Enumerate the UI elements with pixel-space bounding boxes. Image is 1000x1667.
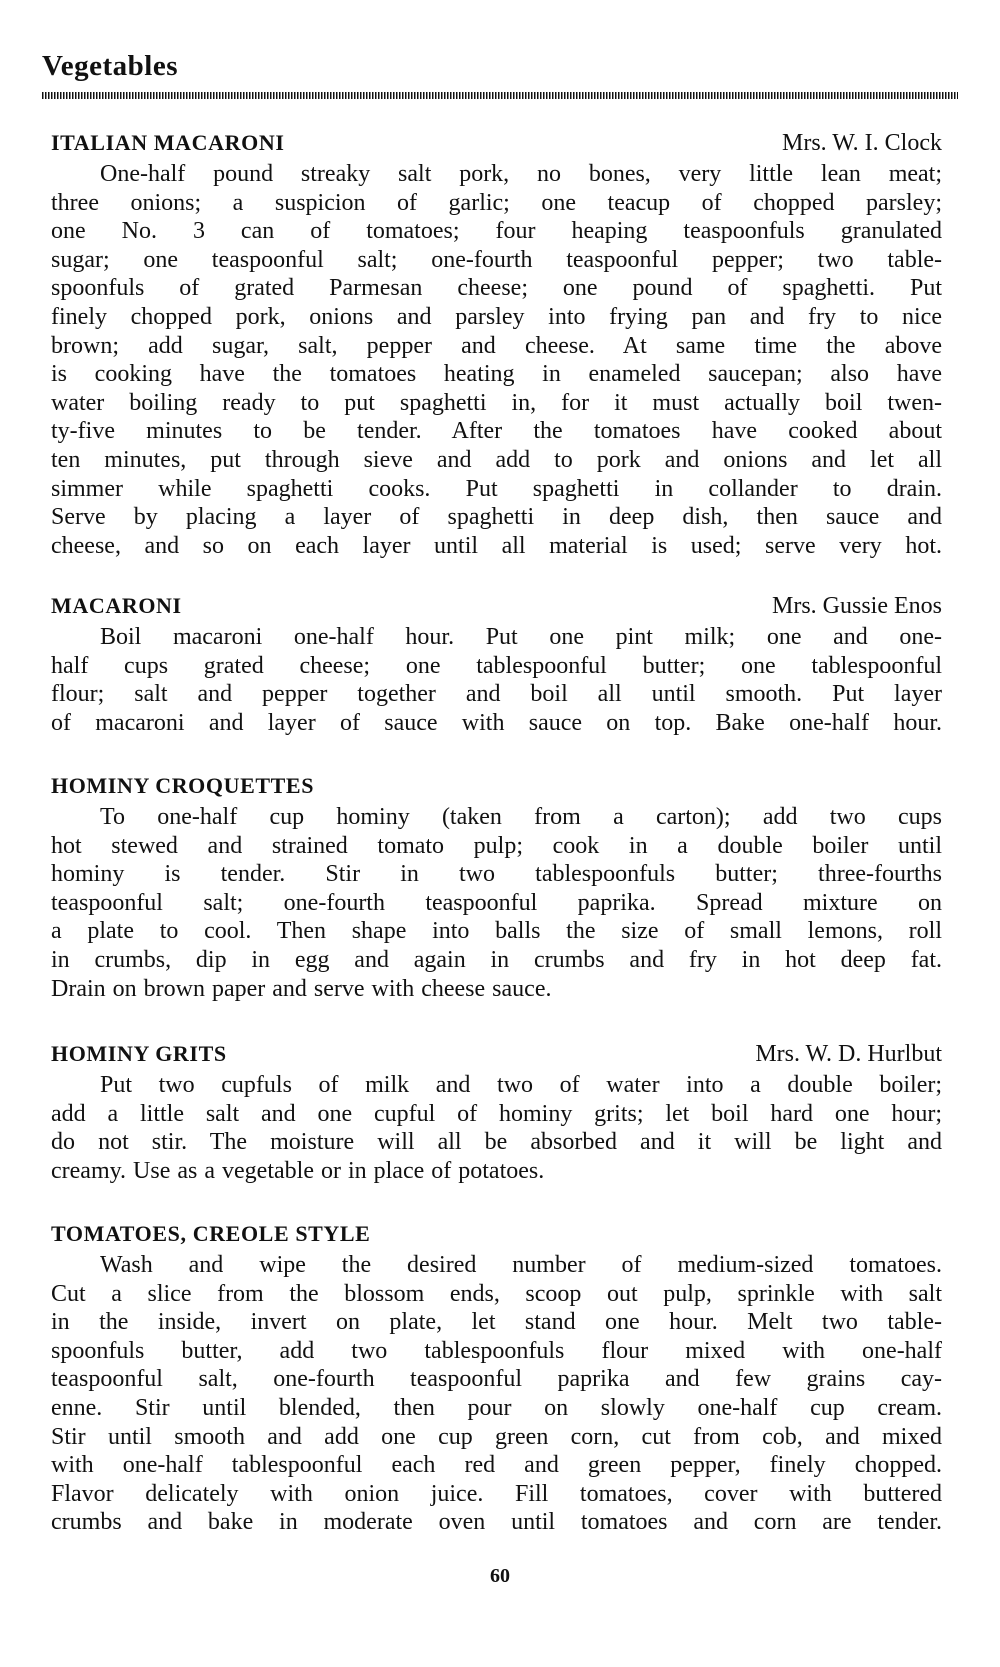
recipe-text-line: Boil macaroni one-half hour. Put one pint milk; one and one-: [100, 624, 942, 650]
recipe-text-line: of macaroni and layer of sauce with sauce on top. Bake one-half hour.: [51, 709, 942, 736]
recipe-text-line: in the inside, invert on plate, let stand one hour. Melt two table-: [51, 1309, 942, 1336]
recipe-name: ITALIAN MACARONI: [51, 130, 285, 155]
recipe-header: [51, 773, 942, 803]
recipe-text-line: spoonfuls of grated Parmesan cheese; one pound of spaghetti. Put: [51, 275, 942, 302]
recipe-text-line: Cut a slice from the blossom ends, scoop out pulp, sprinkle with salt: [51, 1280, 942, 1307]
recipe-author: Mrs. Gussie Enos: [771, 593, 942, 619]
recipe-text-line: flour; salt and pepper together and boil all until smooth. Put layer: [51, 681, 942, 708]
recipe-name: HOMINY CROQUETTES: [51, 773, 315, 798]
recipe-text-line: hot stewed and strained tomato pulp; cook in a double boiler until: [51, 832, 942, 859]
recipe-text-line: teaspoonful salt, one-fourth teaspoonful paprika and few grains cay-: [51, 1366, 942, 1393]
recipe-text-line: One-half pound streaky salt pork, no bones, very little lean meat;: [100, 161, 942, 187]
page-title: Vegetables: [42, 50, 179, 82]
recipe-text-line: is cooking have the tomatoes heating in enameled saucepan; also have: [51, 361, 942, 388]
recipe-text-line: Serve by placing a layer of spaghetti in deep dish, then sauce and: [51, 504, 942, 531]
recipe-hominy-grits: [51, 1041, 942, 1185]
recipe-header: [51, 1041, 942, 1071]
recipe-macaroni: [51, 593, 942, 737]
recipe-text-line: Drain on brown paper and serve with cheese sauce.: [51, 975, 552, 1002]
recipe-name: HOMINY GRITS: [51, 1041, 227, 1066]
recipe-author: Mrs. W. I. Clock: [781, 130, 942, 156]
recipe-text-line: Wash and wipe the desired number of medium-sized tomatoes.: [100, 1252, 942, 1278]
recipe-tomatoes-creole-style: [51, 1221, 942, 1537]
recipe-text-line: ty-five minutes to be tender. After the tomatoes have cooked about: [51, 418, 942, 445]
recipe-text-line: in crumbs, dip in egg and again in crumbs and fry in hot deep fat.: [51, 946, 942, 973]
recipe-text-line: teaspoonful salt; one-fourth teaspoonful paprika. Spread mixture on: [51, 889, 942, 916]
recipe-text-line: a plate to cool. Then shape into balls the size of small lemons, roll: [51, 918, 942, 945]
recipe-text-line: half cups grated cheese; one tablespoonful butter; one tablespoonful: [51, 652, 942, 679]
page-number: 60: [490, 1565, 510, 1587]
recipe-text-line: finely chopped pork, onions and parsley into frying pan and fry to nice: [51, 303, 942, 330]
recipe-text-line: hominy is tender. Stir in two tablespoonfuls butter; three-fourths: [51, 861, 942, 888]
recipe-text-line: brown; add sugar, salt, pepper and cheese. At same time the above: [51, 332, 942, 359]
recipe-text-line: crumbs and bake in moderate oven until tomatoes and corn are tender.: [51, 1509, 942, 1536]
recipe-header: [51, 593, 942, 623]
recipe-text-line: add a little salt and one cupful of hominy grits; let boil hard one hour;: [51, 1100, 942, 1127]
recipe-text-line: spoonfuls butter, add two tablespoonfuls flour mixed with one-half: [51, 1337, 942, 1364]
recipe-text-line: three onions; a suspicion of garlic; one teacup of chopped parsley;: [51, 189, 942, 216]
recipe-hominy-croquettes: [51, 773, 942, 1003]
recipe-text-line: do not stir. The moisture will all be absorbed and it will be light and: [51, 1129, 942, 1156]
recipe-text-line: simmer while spaghetti cooks. Put spaghetti in collander to drain.: [51, 475, 942, 502]
recipe-text-line: with one-half tablespoonful each red and green pepper, finely chopped.: [51, 1452, 942, 1479]
recipe-text-line: Flavor delicately with onion juice. Fill tomatoes, cover with buttered: [51, 1480, 942, 1507]
recipe-text-line: sugar; one teaspoonful salt; one-fourth teaspoonful pepper; two table-: [51, 246, 942, 273]
recipe-italian-macaroni: [51, 130, 942, 560]
recipe-name: TOMATOES, CREOLE STYLE: [51, 1221, 371, 1246]
recipe-text-line: Stir until smooth and add one cup green corn, cut from cob, and mixed: [51, 1423, 942, 1450]
recipe-header: [51, 1221, 942, 1251]
recipe-text-line: To one-half cup hominy (taken from a carton); add two cups: [100, 804, 942, 830]
decorative-rule: [42, 92, 958, 99]
recipe-text-line: cheese, and so on each layer until all material is used; serve very hot.: [51, 532, 942, 559]
recipe-text-line: enne. Stir until blended, then pour on slowly one-half cup cream.: [51, 1394, 942, 1421]
recipe-text-line: ten minutes, put through sieve and add to pork and onions and let all: [51, 446, 942, 473]
recipe-text-line: Put two cupfuls of milk and two of water into a double boiler;: [100, 1072, 942, 1098]
recipe-text-line: water boiling ready to put spaghetti in, for it must actually boil twen-: [51, 389, 942, 416]
recipe-text-line: one No. 3 can of tomatoes; four heaping teaspoonfuls granulated: [51, 218, 942, 245]
recipe-author: Mrs. W. D. Hurlbut: [755, 1041, 942, 1067]
recipe-header: [51, 130, 942, 160]
recipe-text-line: creamy. Use as a vegetable or in place of potatoes.: [51, 1157, 545, 1184]
recipe-name: MACARONI: [51, 593, 182, 618]
